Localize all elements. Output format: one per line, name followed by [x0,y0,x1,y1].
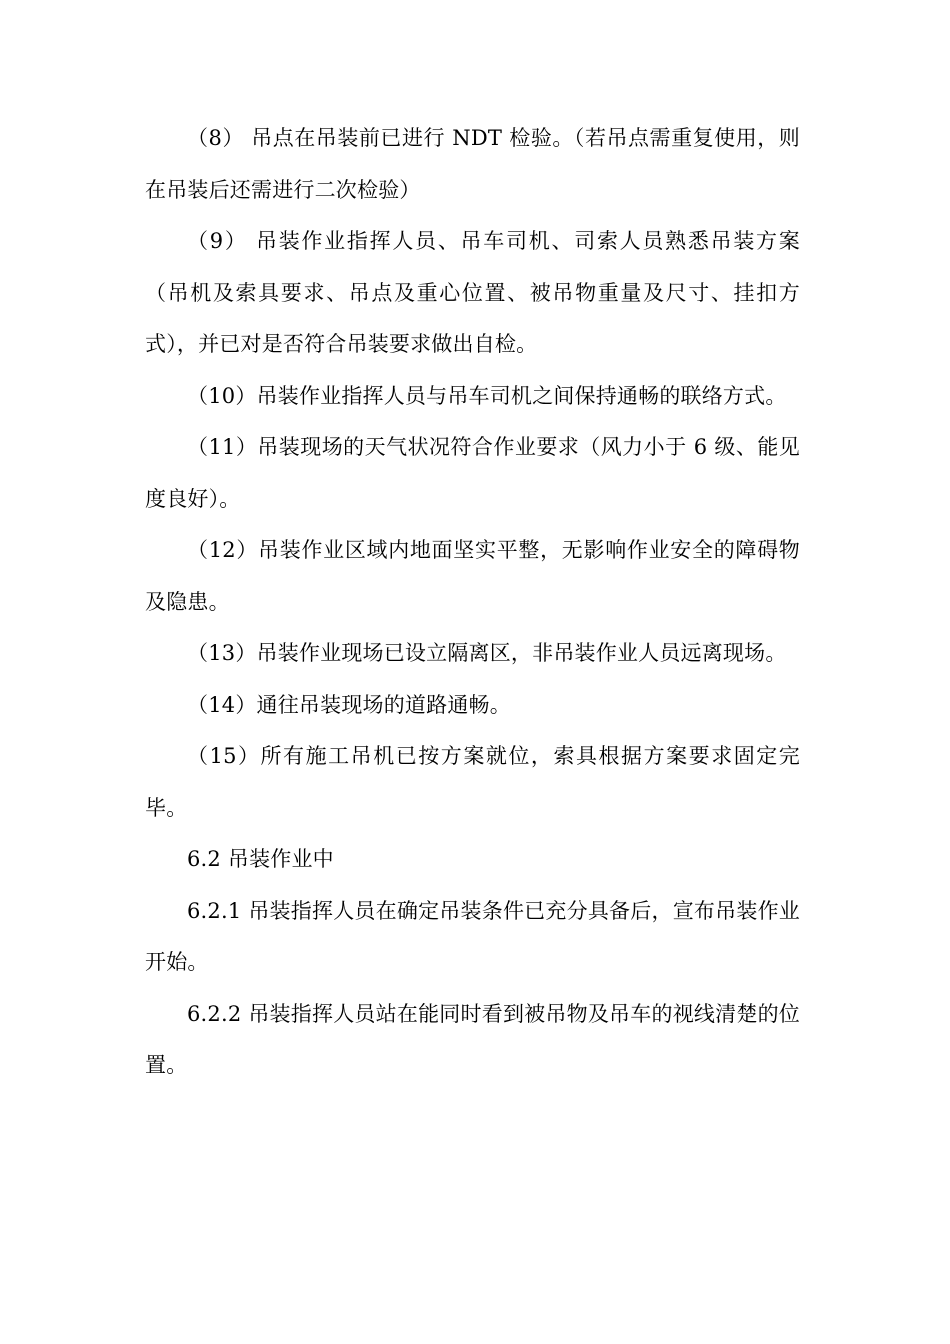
paragraph-item-15: （15）所有施工吊机已按方案就位，索具根据方案要求固定完毕。 [145,744,800,820]
paragraph-item-12: （12）吊装作业区域内地面坚实平整，无影响作业安全的障碍物及隐患。 [145,538,800,614]
paragraph-item-10: （10）吊装作业指挥人员与吊车司机之间保持通畅的联络方式。 [187,383,787,408]
paragraph-6-2-2: 6.2.2 吊装指挥人员站在能同时看到被吊物及吊车的视线清楚的位置。 [145,1001,800,1077]
paragraph-item-14: （14）通往吊装现场的道路通畅。 [187,692,511,717]
paragraph-item-8: （8） 吊点在吊装前已进行 NDT 检验。（若吊点需重复使用，则在吊装后还需进行二次检验） [145,126,800,202]
section-heading-6-2: 6.2 吊装作业中 [187,847,334,871]
document-body [145,113,800,1092]
paragraph-item-11: （11）吊装现场的天气状况符合作业要求（风力小于 6 级、能见度良好）。 [145,435,800,511]
paragraph-6-2-1: 6.2.1 吊装指挥人员在确定吊装条件已充分具备后，宣布吊装作业开始。 [145,898,800,974]
paragraph-item-13: （13）吊装作业现场已设立隔离区，非吊装作业人员远离现场。 [187,641,787,665]
paragraph-item-9: （9） 吊装作业指挥人员、吊车司机、司索人员熟悉吊装方案（吊机及索具要求、吊点及重心位置、被吊物重量及尺寸、挂扣方式），并已对是否符合吊装要求做出自检。 [145,229,800,356]
